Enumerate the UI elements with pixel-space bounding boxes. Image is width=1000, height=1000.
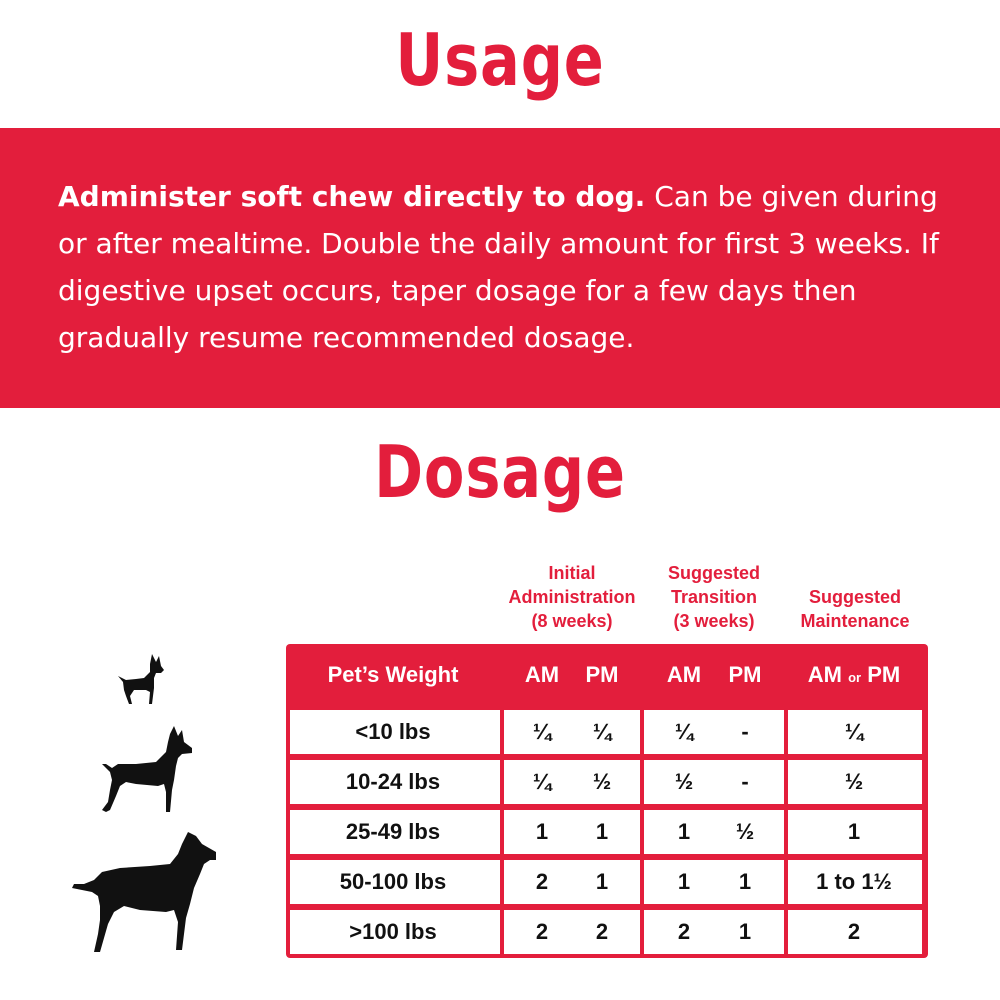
table-cell-trans-am: 1	[677, 869, 691, 894]
small-dog-icon	[114, 652, 170, 706]
header-maintenance	[788, 644, 920, 706]
header-transition-pm: PM	[728, 662, 762, 687]
group-heading-line: Transition	[670, 587, 757, 607]
group-heading-transition	[646, 561, 782, 633]
group-heading-line: Initial	[548, 563, 596, 583]
table-cell-trans-am: 2	[677, 919, 691, 944]
table-cell-weight: >100 lbs	[349, 919, 437, 944]
table-cell-maint: 1 to 1½	[816, 869, 892, 894]
large-dog-icon	[70, 830, 220, 954]
group-heading-line: Suggested	[808, 587, 901, 607]
table-cell-init-pm: 1	[595, 869, 609, 894]
table-cell-weight: 50-100 lbs	[339, 869, 447, 894]
group-heading-line: Maintenance	[800, 611, 910, 631]
table-cell-init-pm: ¼	[592, 719, 612, 744]
usage-title: Usage	[395, 18, 605, 102]
table-cell-weight: 10-24 lbs	[345, 769, 441, 794]
table-cell-weight: <10 lbs	[355, 719, 431, 744]
table-cell-weight: 25-49 lbs	[345, 819, 441, 844]
group-heading-line: (8 weeks)	[531, 611, 613, 631]
table-cell-init-am: ¼	[532, 719, 552, 744]
table-cell-init-pm: 2	[595, 919, 609, 944]
header-pets-weight: Pet’s Weight	[327, 662, 459, 687]
usage-instructions-bold: Administer soft chew directly to dog.	[58, 180, 646, 213]
table-cell-trans-pm: -	[741, 769, 749, 794]
header-maintenance-or: or	[848, 670, 862, 685]
header-initial-am: AM	[524, 662, 560, 687]
header-maintenance-pm: PM	[867, 662, 901, 687]
group-heading-initial	[498, 561, 646, 633]
table-cell-init-pm: 1	[595, 819, 609, 844]
table-cell-trans-am: 1	[677, 819, 691, 844]
table-cell-init-am: 1	[535, 819, 549, 844]
group-heading-maintenance	[784, 585, 926, 633]
usage-band	[0, 128, 1000, 408]
usage-instructions-body: Can be given during or after mealtime. Double the daily amount for first 3 weeks. If digestive upset occurs, taper dosage for a few days then gradually resume recommended dosage.	[58, 180, 939, 354]
table-cell-maint: 2	[847, 919, 861, 944]
group-heading-line: Administration	[508, 587, 636, 607]
table-cell-maint: ¼	[844, 719, 864, 744]
table-cell-init-pm: ½	[592, 769, 612, 794]
table-cell-trans-pm: 1	[738, 919, 752, 944]
header-transition-am: AM	[666, 662, 702, 687]
table-cell-init-am: 2	[535, 919, 549, 944]
dosage-title: Dosage	[374, 430, 626, 514]
table-cell-maint: ½	[844, 769, 864, 794]
table-cell-trans-am: ½	[674, 769, 694, 794]
usage-instructions	[58, 173, 958, 361]
table-cell-trans-pm: 1	[738, 869, 752, 894]
header-maintenance-am: AM	[807, 662, 842, 687]
dosage-table	[286, 644, 928, 958]
group-heading-line: (3 weeks)	[673, 611, 755, 631]
table-cell-init-am: ¼	[532, 769, 552, 794]
table-cell-trans-pm: -	[741, 719, 749, 744]
header-initial-pm: PM	[585, 662, 619, 687]
table-cell-trans-am: ¼	[674, 719, 694, 744]
medium-dog-icon	[96, 724, 196, 816]
table-cell-init-am: 2	[535, 869, 549, 894]
group-heading-line: Suggested	[667, 563, 760, 583]
table-cell-maint: 1	[847, 819, 861, 844]
table-cell-trans-pm: ½	[735, 819, 755, 844]
